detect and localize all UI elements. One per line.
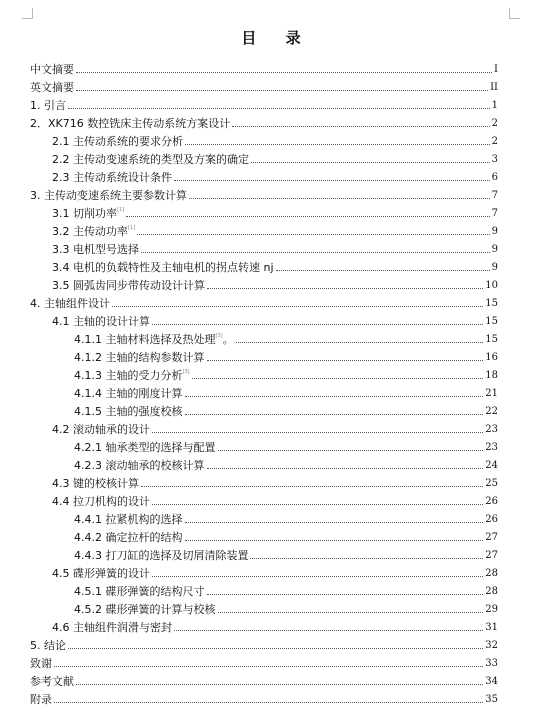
dot-leader bbox=[192, 378, 484, 379]
dot-leader bbox=[207, 468, 484, 469]
dot-leader bbox=[126, 216, 490, 217]
toc-entry-label bbox=[30, 117, 230, 130]
toc-entry-text: 4.1 主轴的设计计算 bbox=[52, 315, 150, 328]
toc-entry[interactable] bbox=[30, 346, 498, 364]
toc-entry-text: 2.1 主传动系统的要求分析 bbox=[52, 135, 183, 148]
toc-page-number: 3 bbox=[491, 154, 498, 165]
toc-entry[interactable] bbox=[30, 112, 498, 130]
toc-entry-label bbox=[30, 657, 52, 670]
toc-entry-text: 4.5 碟形弹簧的设计 bbox=[52, 567, 150, 580]
dot-leader bbox=[174, 180, 490, 181]
toc-entry[interactable] bbox=[30, 58, 498, 76]
dot-leader bbox=[174, 630, 483, 631]
toc-page-number: 9 bbox=[491, 226, 498, 237]
toc-entry-label bbox=[52, 315, 150, 328]
toc-page-number: 29 bbox=[485, 604, 498, 615]
dot-leader bbox=[185, 522, 484, 523]
toc-page-number: 33 bbox=[485, 658, 498, 669]
toc-entry-text: 4. 主轴组件设计 bbox=[30, 297, 110, 310]
dot-leader bbox=[207, 594, 484, 595]
toc-entry-text: 4.4.3 打刀缸的选择及切屑清除装置 bbox=[74, 549, 249, 562]
toc-entry[interactable] bbox=[30, 472, 498, 490]
toc-page-number: 27 bbox=[485, 532, 498, 543]
toc-entry-label bbox=[74, 366, 190, 382]
dot-leader bbox=[54, 666, 483, 667]
toc-entry[interactable] bbox=[30, 616, 498, 634]
toc-entry-label bbox=[52, 495, 150, 508]
toc-page-number: 18 bbox=[485, 370, 498, 381]
toc-entry-label bbox=[52, 171, 172, 184]
toc-entry-text: 3. 主传动变速系统主要参数计算 bbox=[30, 189, 187, 202]
toc-entry-text: 致谢 bbox=[30, 657, 52, 670]
crop-mark-top-right bbox=[509, 8, 520, 19]
toc-entry-label bbox=[30, 63, 74, 76]
toc-entry[interactable] bbox=[30, 670, 498, 688]
toc-page-number: 10 bbox=[485, 280, 498, 291]
toc-entry-text: 4.5.1 碟形弹簧的结构尺寸 bbox=[74, 585, 205, 598]
toc-entry-label bbox=[30, 693, 52, 706]
dot-leader bbox=[207, 288, 483, 289]
dot-leader bbox=[76, 72, 492, 73]
toc-page-number: II bbox=[490, 82, 498, 93]
toc-entry[interactable] bbox=[30, 238, 498, 256]
toc-entry[interactable] bbox=[30, 526, 498, 544]
citation-marker: [3] bbox=[182, 369, 190, 375]
toc-entry-label bbox=[74, 585, 205, 598]
toc-page-number: 7 bbox=[491, 208, 498, 219]
toc-page-number: 23 bbox=[485, 442, 498, 453]
toc-entry-text: 参考文献 bbox=[30, 675, 74, 688]
toc-entry[interactable] bbox=[30, 274, 498, 292]
toc-entry-label bbox=[52, 153, 249, 166]
toc-entry-suffix: 。 bbox=[222, 333, 234, 346]
toc-title: 目 录 bbox=[241, 29, 313, 47]
dot-leader bbox=[189, 198, 490, 199]
toc-entry-label bbox=[74, 459, 205, 472]
toc-entry[interactable] bbox=[30, 418, 498, 436]
toc-entry[interactable] bbox=[30, 400, 498, 418]
toc-page-number: 35 bbox=[485, 694, 498, 705]
toc-entry-text: 4.1.5 主轴的强度校核 bbox=[74, 405, 183, 418]
toc-page-number: 31 bbox=[485, 622, 498, 633]
dot-leader bbox=[152, 576, 483, 577]
toc-page-number: 15 bbox=[485, 298, 498, 309]
toc-entry-text: 5. 结论 bbox=[30, 639, 66, 652]
toc-entry[interactable] bbox=[30, 580, 498, 598]
dot-leader bbox=[218, 612, 484, 613]
toc-entry[interactable] bbox=[30, 544, 498, 562]
toc-entry-label bbox=[30, 639, 66, 652]
dot-leader bbox=[185, 144, 490, 145]
toc-entry-label bbox=[52, 222, 135, 238]
toc-page-number: 6 bbox=[491, 172, 498, 183]
toc-entry[interactable] bbox=[30, 94, 498, 112]
toc-entry-text: 3.4 电机的负载特性及主轴电机的拐点转速 nj bbox=[52, 261, 274, 274]
toc-entry[interactable] bbox=[30, 454, 498, 472]
dot-leader bbox=[218, 450, 484, 451]
toc-entry-text: 4.1.4 主轴的刚度计算 bbox=[74, 387, 183, 400]
toc-entry[interactable] bbox=[30, 310, 498, 328]
dot-leader bbox=[207, 360, 484, 361]
toc-entry-label bbox=[74, 387, 183, 400]
toc-entry-text: 4.1.1 主轴材料选择及热处理 bbox=[74, 333, 216, 346]
dot-leader bbox=[152, 432, 483, 433]
citation-marker: [1] bbox=[128, 225, 136, 231]
toc-entry[interactable] bbox=[30, 688, 498, 706]
dot-leader bbox=[236, 342, 484, 343]
toc-entry[interactable] bbox=[30, 220, 498, 238]
toc-page-number: 26 bbox=[485, 496, 498, 507]
toc-entry-text: 2.2 主传动变速系统的类型及方案的确定 bbox=[52, 153, 249, 166]
toc-entry[interactable] bbox=[30, 130, 498, 148]
dot-leader bbox=[141, 486, 483, 487]
toc-entry-text: 4.2.3 滚动轴承的校核计算 bbox=[74, 459, 205, 472]
toc-entry-text: 4.2.1 轴承类型的选择与配置 bbox=[74, 441, 216, 454]
toc-entry[interactable] bbox=[30, 292, 498, 310]
toc-entry-text: 2．XK716 数控铣床主传动系统方案设计 bbox=[30, 117, 231, 130]
toc-entry[interactable] bbox=[30, 184, 498, 202]
dot-leader bbox=[152, 504, 483, 505]
toc-page-number: 21 bbox=[485, 388, 498, 399]
toc-entry-text: 3.3 电机型号选择 bbox=[52, 243, 139, 256]
toc-page-number: 26 bbox=[485, 514, 498, 525]
toc-entry-text: 4.1.3 主轴的受力分析 bbox=[74, 369, 183, 382]
toc-page-number: 2 bbox=[491, 118, 498, 129]
dot-leader bbox=[76, 684, 483, 685]
dot-leader bbox=[251, 162, 490, 163]
dot-leader bbox=[137, 234, 490, 235]
toc-page-number: 7 bbox=[491, 190, 498, 201]
toc-entry-label bbox=[52, 135, 183, 148]
toc-entry-label bbox=[52, 423, 150, 436]
toc-entry-label bbox=[74, 513, 183, 526]
toc-page-number: 16 bbox=[485, 352, 498, 363]
toc-entry-label bbox=[74, 531, 183, 544]
toc-entry[interactable] bbox=[30, 328, 498, 346]
toc-entry-label bbox=[74, 603, 216, 616]
toc-entry-label bbox=[52, 243, 139, 256]
toc-entry-label bbox=[52, 279, 205, 292]
toc-entry-text: 4.5.2 碟形弹簧的计算与校核 bbox=[74, 603, 216, 616]
toc-entry-text: 4.4.2 确定拉杆的结构 bbox=[74, 531, 183, 544]
dot-leader bbox=[232, 126, 489, 127]
dot-leader bbox=[152, 324, 483, 325]
toc-page-number: 15 bbox=[485, 316, 498, 327]
toc-page-number: 34 bbox=[485, 676, 498, 687]
toc-entry-text: 3.2 主传动功率 bbox=[52, 225, 128, 238]
toc-entry[interactable] bbox=[30, 166, 498, 184]
toc-entry[interactable] bbox=[30, 652, 498, 670]
toc-entry-label bbox=[52, 261, 274, 274]
dot-leader bbox=[76, 90, 488, 91]
toc-page-number: I bbox=[494, 64, 498, 75]
toc-entry-label bbox=[52, 477, 139, 490]
toc-page-number: 23 bbox=[485, 424, 498, 435]
toc-entry-label bbox=[30, 297, 110, 310]
toc-entry-text: 4.2 滚动轴承的设计 bbox=[52, 423, 150, 436]
crop-mark-top-left bbox=[22, 8, 33, 19]
toc-entry-text: 英文摘要 bbox=[30, 81, 74, 94]
toc-page-number: 25 bbox=[485, 478, 498, 489]
toc-entry-text: 2.3 主传动系统设计条件 bbox=[52, 171, 172, 184]
toc-entry-label bbox=[74, 330, 234, 346]
dot-leader bbox=[185, 414, 484, 415]
toc-entry-label bbox=[74, 351, 205, 364]
dot-leader bbox=[112, 306, 483, 307]
toc-entry-text: 4.3 键的校核计算 bbox=[52, 477, 139, 490]
toc-page-number: 28 bbox=[485, 568, 498, 579]
toc-entry[interactable] bbox=[30, 436, 498, 454]
toc-entry-text: 4.4 拉刀机构的设计 bbox=[52, 495, 150, 508]
dot-leader bbox=[185, 540, 484, 541]
toc-entry[interactable] bbox=[30, 508, 498, 526]
toc-entry-text: 4.6 主轴组件润滑与密封 bbox=[52, 621, 172, 634]
toc-page-number: 2 bbox=[491, 136, 498, 147]
toc-page-number: 24 bbox=[485, 460, 498, 471]
dot-leader bbox=[141, 252, 490, 253]
toc-entry[interactable] bbox=[30, 364, 498, 382]
toc-entry-label bbox=[30, 675, 74, 688]
toc-entry-text: 4.4.1 拉紧机构的选择 bbox=[74, 513, 183, 526]
toc-entry-text: 4.1.2 主轴的结构参数计算 bbox=[74, 351, 205, 364]
toc-entry-label bbox=[74, 405, 183, 418]
toc-entry-label bbox=[52, 567, 150, 580]
toc-entry-text: 附录 bbox=[30, 693, 52, 706]
toc-entry-label bbox=[30, 99, 66, 112]
toc-entry[interactable] bbox=[30, 148, 498, 166]
toc-entry[interactable] bbox=[30, 562, 498, 580]
dot-leader bbox=[68, 108, 490, 109]
dot-leader bbox=[250, 558, 483, 559]
toc-page-number: 27 bbox=[485, 550, 498, 561]
dot-leader bbox=[276, 270, 490, 271]
toc-entry-label bbox=[30, 81, 74, 94]
toc-entry[interactable] bbox=[30, 598, 498, 616]
toc-entry[interactable] bbox=[30, 256, 498, 274]
toc-entry-text: 1. 引言 bbox=[30, 99, 66, 112]
toc-entry-text: 3.5 圆弧齿同步带传动设计计算 bbox=[52, 279, 205, 292]
toc-entry-label bbox=[74, 549, 248, 562]
citation-marker: [3] bbox=[215, 333, 223, 339]
toc-page-number: 9 bbox=[491, 262, 498, 273]
toc-entry-label bbox=[30, 189, 187, 202]
toc-entry[interactable] bbox=[30, 490, 498, 508]
toc-page-number: 15 bbox=[485, 334, 498, 345]
toc-page-number: 9 bbox=[491, 244, 498, 255]
toc-entry-label bbox=[52, 204, 124, 220]
table-of-contents bbox=[30, 58, 498, 706]
toc-entry[interactable] bbox=[30, 634, 498, 652]
dot-leader bbox=[54, 702, 483, 703]
toc-page-number: 28 bbox=[485, 586, 498, 597]
toc-page-number: 32 bbox=[485, 640, 498, 651]
dot-leader bbox=[68, 648, 483, 649]
dot-leader bbox=[185, 396, 484, 397]
citation-marker: [1] bbox=[117, 207, 125, 213]
toc-entry[interactable] bbox=[30, 76, 498, 94]
toc-entry[interactable] bbox=[30, 202, 498, 220]
toc-entry-text: 3.1 切削功率 bbox=[52, 207, 117, 220]
toc-page-number: 1 bbox=[491, 100, 498, 111]
toc-page-number: 22 bbox=[485, 406, 498, 417]
toc-entry-text: 中文摘要 bbox=[30, 63, 74, 76]
toc-entry-label bbox=[52, 621, 172, 634]
toc-entry-label bbox=[74, 441, 216, 454]
toc-entry[interactable] bbox=[30, 382, 498, 400]
